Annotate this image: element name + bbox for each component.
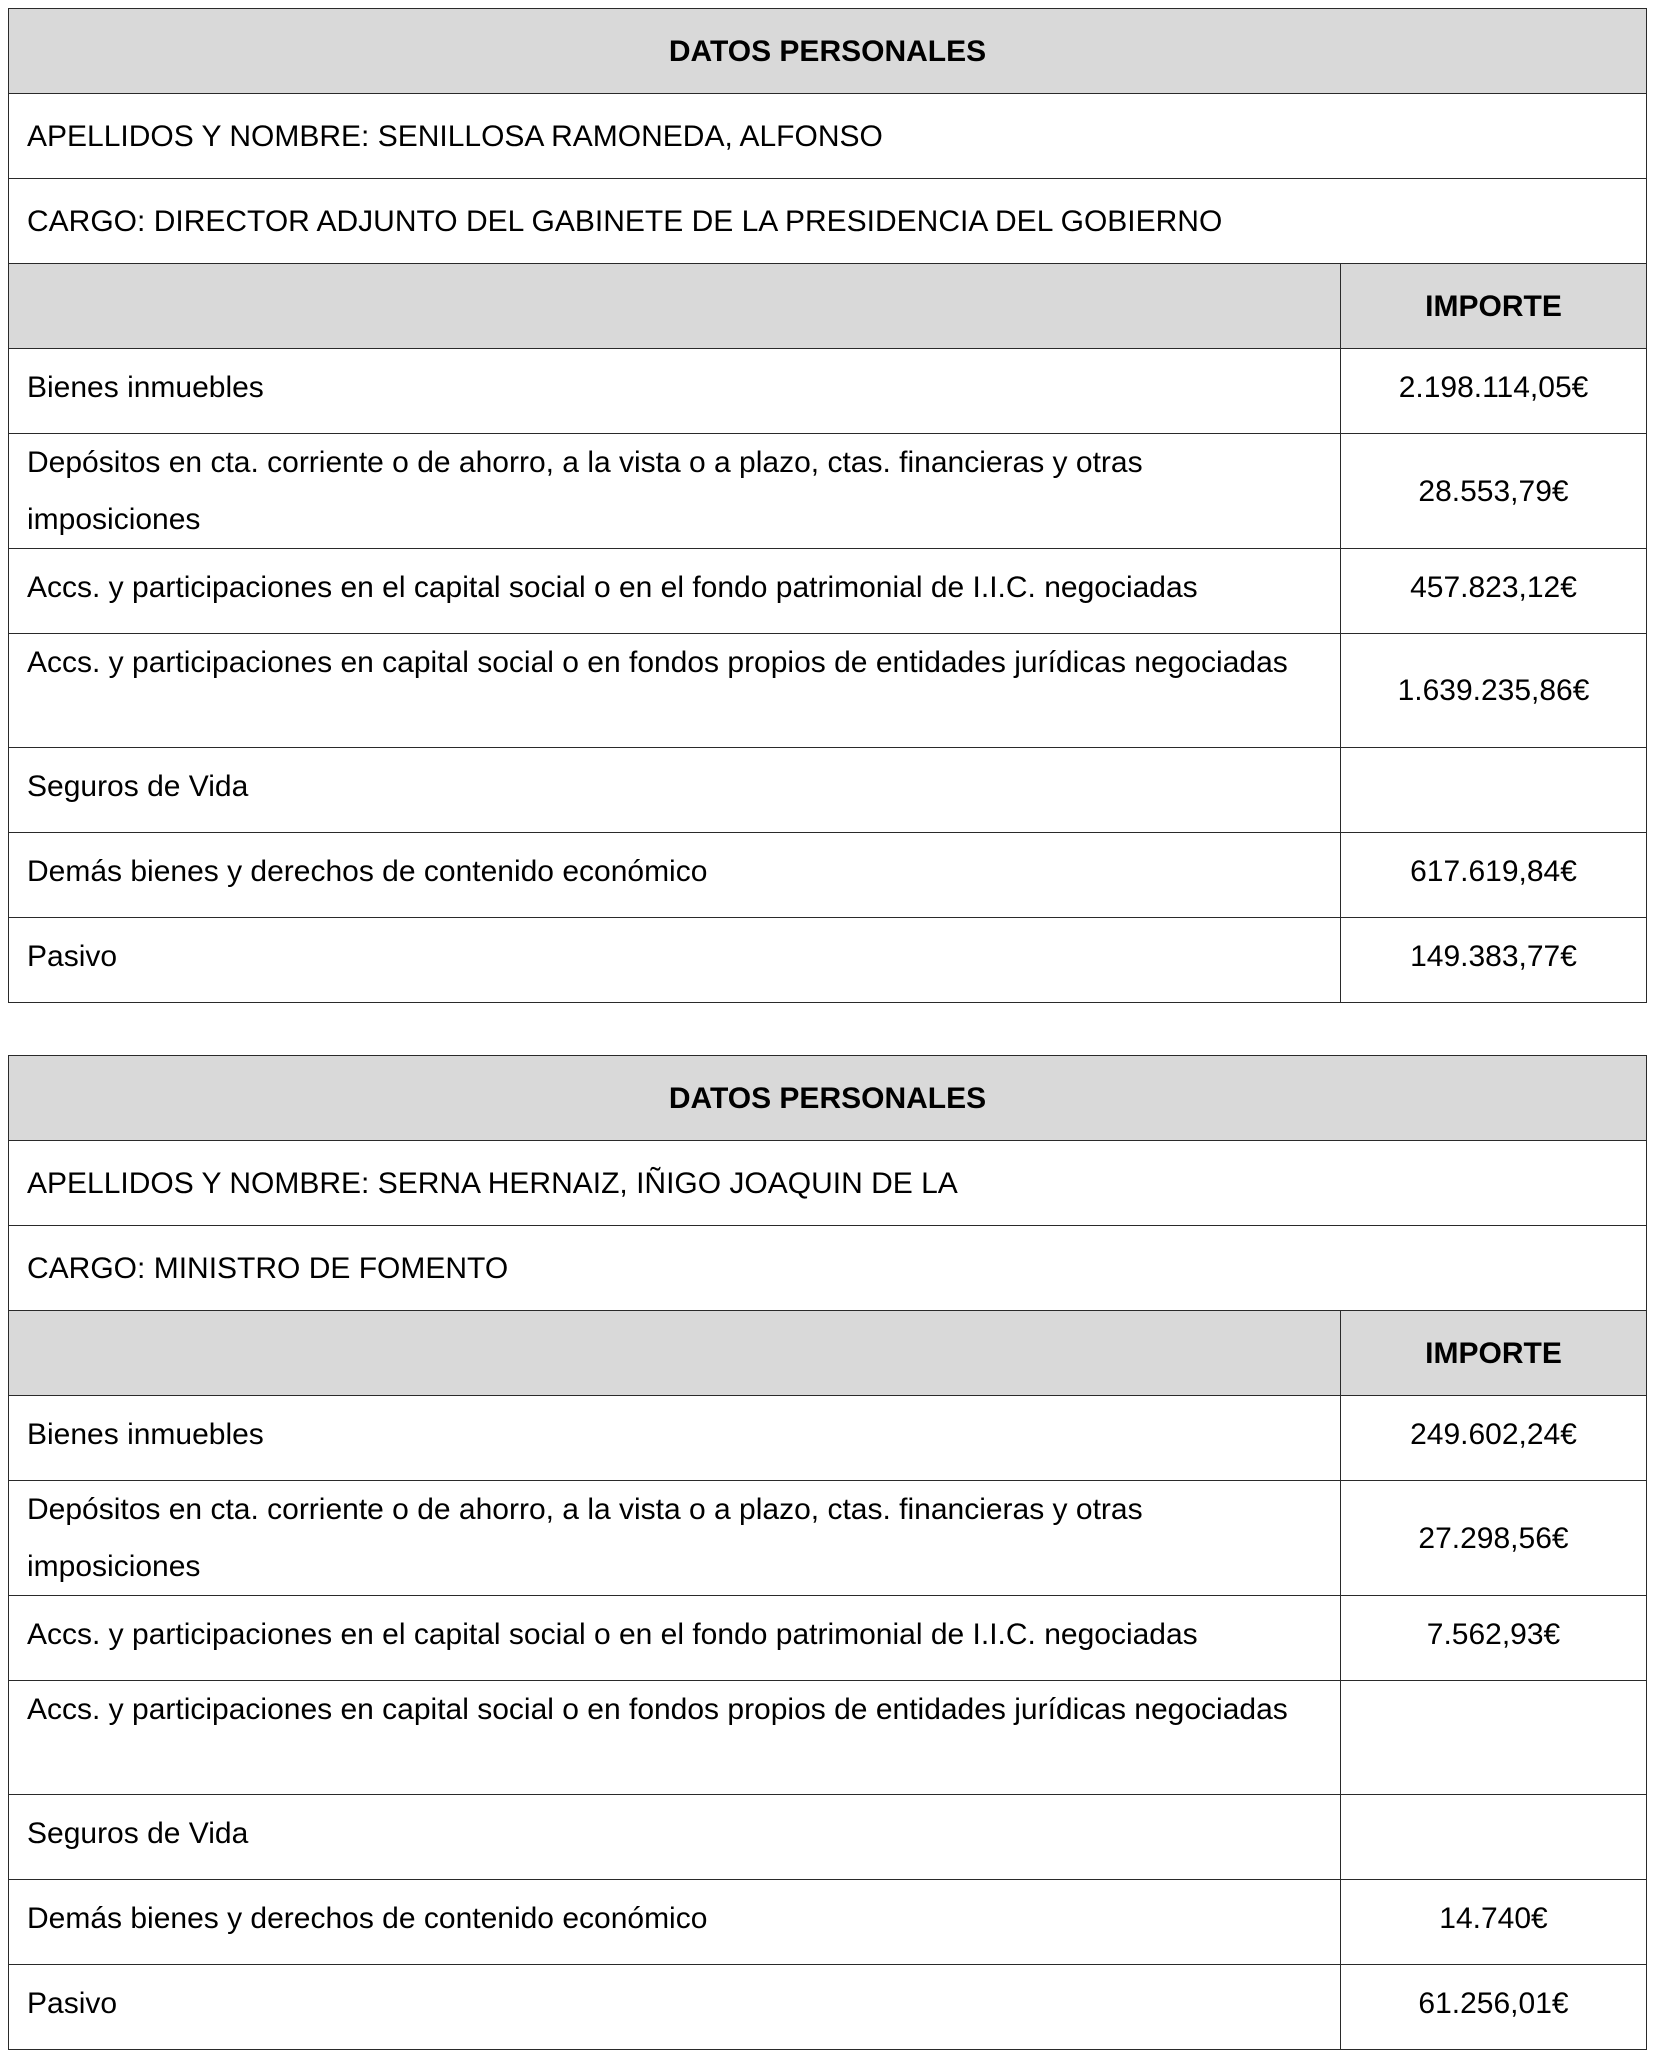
cargo-value: MINISTRO DE FOMENTO xyxy=(153,1251,509,1285)
concept-cell: Pasivo xyxy=(9,1965,1341,2050)
table-row xyxy=(9,349,1647,434)
name-label: APELLIDOS Y NOMBRE: xyxy=(27,1166,370,1200)
cargo-label: CARGO: xyxy=(27,1251,146,1285)
name-value: SERNA HERNAIZ, IÑIGO JOAQUIN DE LA xyxy=(377,1166,958,1200)
amount-cell: 617.619,84€ xyxy=(1341,833,1647,918)
concept-cell: Demás bienes y derechos de contenido económico xyxy=(9,833,1341,918)
section-title: DATOS PERSONALES xyxy=(9,1056,1647,1141)
table-row xyxy=(9,1481,1647,1596)
declaration-table-1 xyxy=(8,8,1647,1003)
amount-cell: 28.553,79€ xyxy=(1341,434,1647,549)
table-row xyxy=(9,1681,1647,1795)
amount-cell: 1.639.235,86€ xyxy=(1341,634,1647,748)
concept-cell: Accs. y participaciones en el capital social o en el fondo patrimonial de I.I.C. negociadas xyxy=(9,1596,1341,1681)
table-row xyxy=(9,1596,1647,1681)
declaration-table-2 xyxy=(8,1055,1647,2050)
cargo-value: DIRECTOR ADJUNTO DEL GABINETE DE LA PRESIDENCIA DEL GOBIERNO xyxy=(153,204,1223,238)
concept-cell: Seguros de Vida xyxy=(9,1795,1341,1880)
concept-cell: Accs. y participaciones en el capital social o en el fondo patrimonial de I.I.C. negociadas xyxy=(9,549,1341,634)
amount-cell: 27.298,56€ xyxy=(1341,1481,1647,1596)
concept-cell: Bienes inmuebles xyxy=(9,349,1341,434)
table-row xyxy=(9,1795,1647,1880)
amount-cell: 61.256,01€ xyxy=(1341,1965,1647,2050)
amount-header: IMPORTE xyxy=(1341,1311,1647,1396)
amount-cell xyxy=(1341,1795,1647,1880)
name-value: SENILLOSA RAMONEDA, ALFONSO xyxy=(377,119,883,153)
concept-cell: Seguros de Vida xyxy=(9,748,1341,833)
concept-cell: Bienes inmuebles xyxy=(9,1396,1341,1481)
table-row xyxy=(9,1396,1647,1481)
concept-cell: Depósitos en cta. corriente o de ahorro, a la vista o a plazo, ctas. financieras y otras imposiciones xyxy=(9,1481,1341,1596)
concept-header-cell xyxy=(9,264,1341,349)
amount-cell xyxy=(1341,748,1647,833)
table-row xyxy=(9,549,1647,634)
amount-cell: 457.823,12€ xyxy=(1341,549,1647,634)
concept-header-cell xyxy=(9,1311,1341,1396)
name-line xyxy=(9,94,1647,179)
amount-cell: 2.198.114,05€ xyxy=(1341,349,1647,434)
name-label: APELLIDOS Y NOMBRE: xyxy=(27,119,370,153)
table-row xyxy=(9,748,1647,833)
amount-cell: 7.562,93€ xyxy=(1341,1596,1647,1681)
table-row xyxy=(9,918,1647,1003)
cargo-line xyxy=(9,179,1647,264)
table-row xyxy=(9,1965,1647,2050)
cargo-line xyxy=(9,1226,1647,1311)
table-row xyxy=(9,1880,1647,1965)
concept-cell: Pasivo xyxy=(9,918,1341,1003)
amount-header: IMPORTE xyxy=(1341,264,1647,349)
concept-cell: Accs. y participaciones en capital social o en fondos propios de entidades jurídicas negociadas xyxy=(9,1681,1341,1795)
section-title: DATOS PERSONALES xyxy=(9,9,1647,94)
table-row xyxy=(9,634,1647,748)
table-row xyxy=(9,833,1647,918)
amount-cell: 149.383,77€ xyxy=(1341,918,1647,1003)
amount-cell: 14.740€ xyxy=(1341,1880,1647,1965)
name-line xyxy=(9,1141,1647,1226)
concept-cell: Demás bienes y derechos de contenido económico xyxy=(9,1880,1341,1965)
concept-cell: Depósitos en cta. corriente o de ahorro, a la vista o a plazo, ctas. financieras y otras imposiciones xyxy=(9,434,1341,549)
concept-cell: Accs. y participaciones en capital social o en fondos propios de entidades jurídicas negociadas xyxy=(9,634,1341,748)
cargo-label: CARGO: xyxy=(27,204,146,238)
amount-cell xyxy=(1341,1681,1647,1795)
table-row xyxy=(9,434,1647,549)
amount-cell: 249.602,24€ xyxy=(1341,1396,1647,1481)
